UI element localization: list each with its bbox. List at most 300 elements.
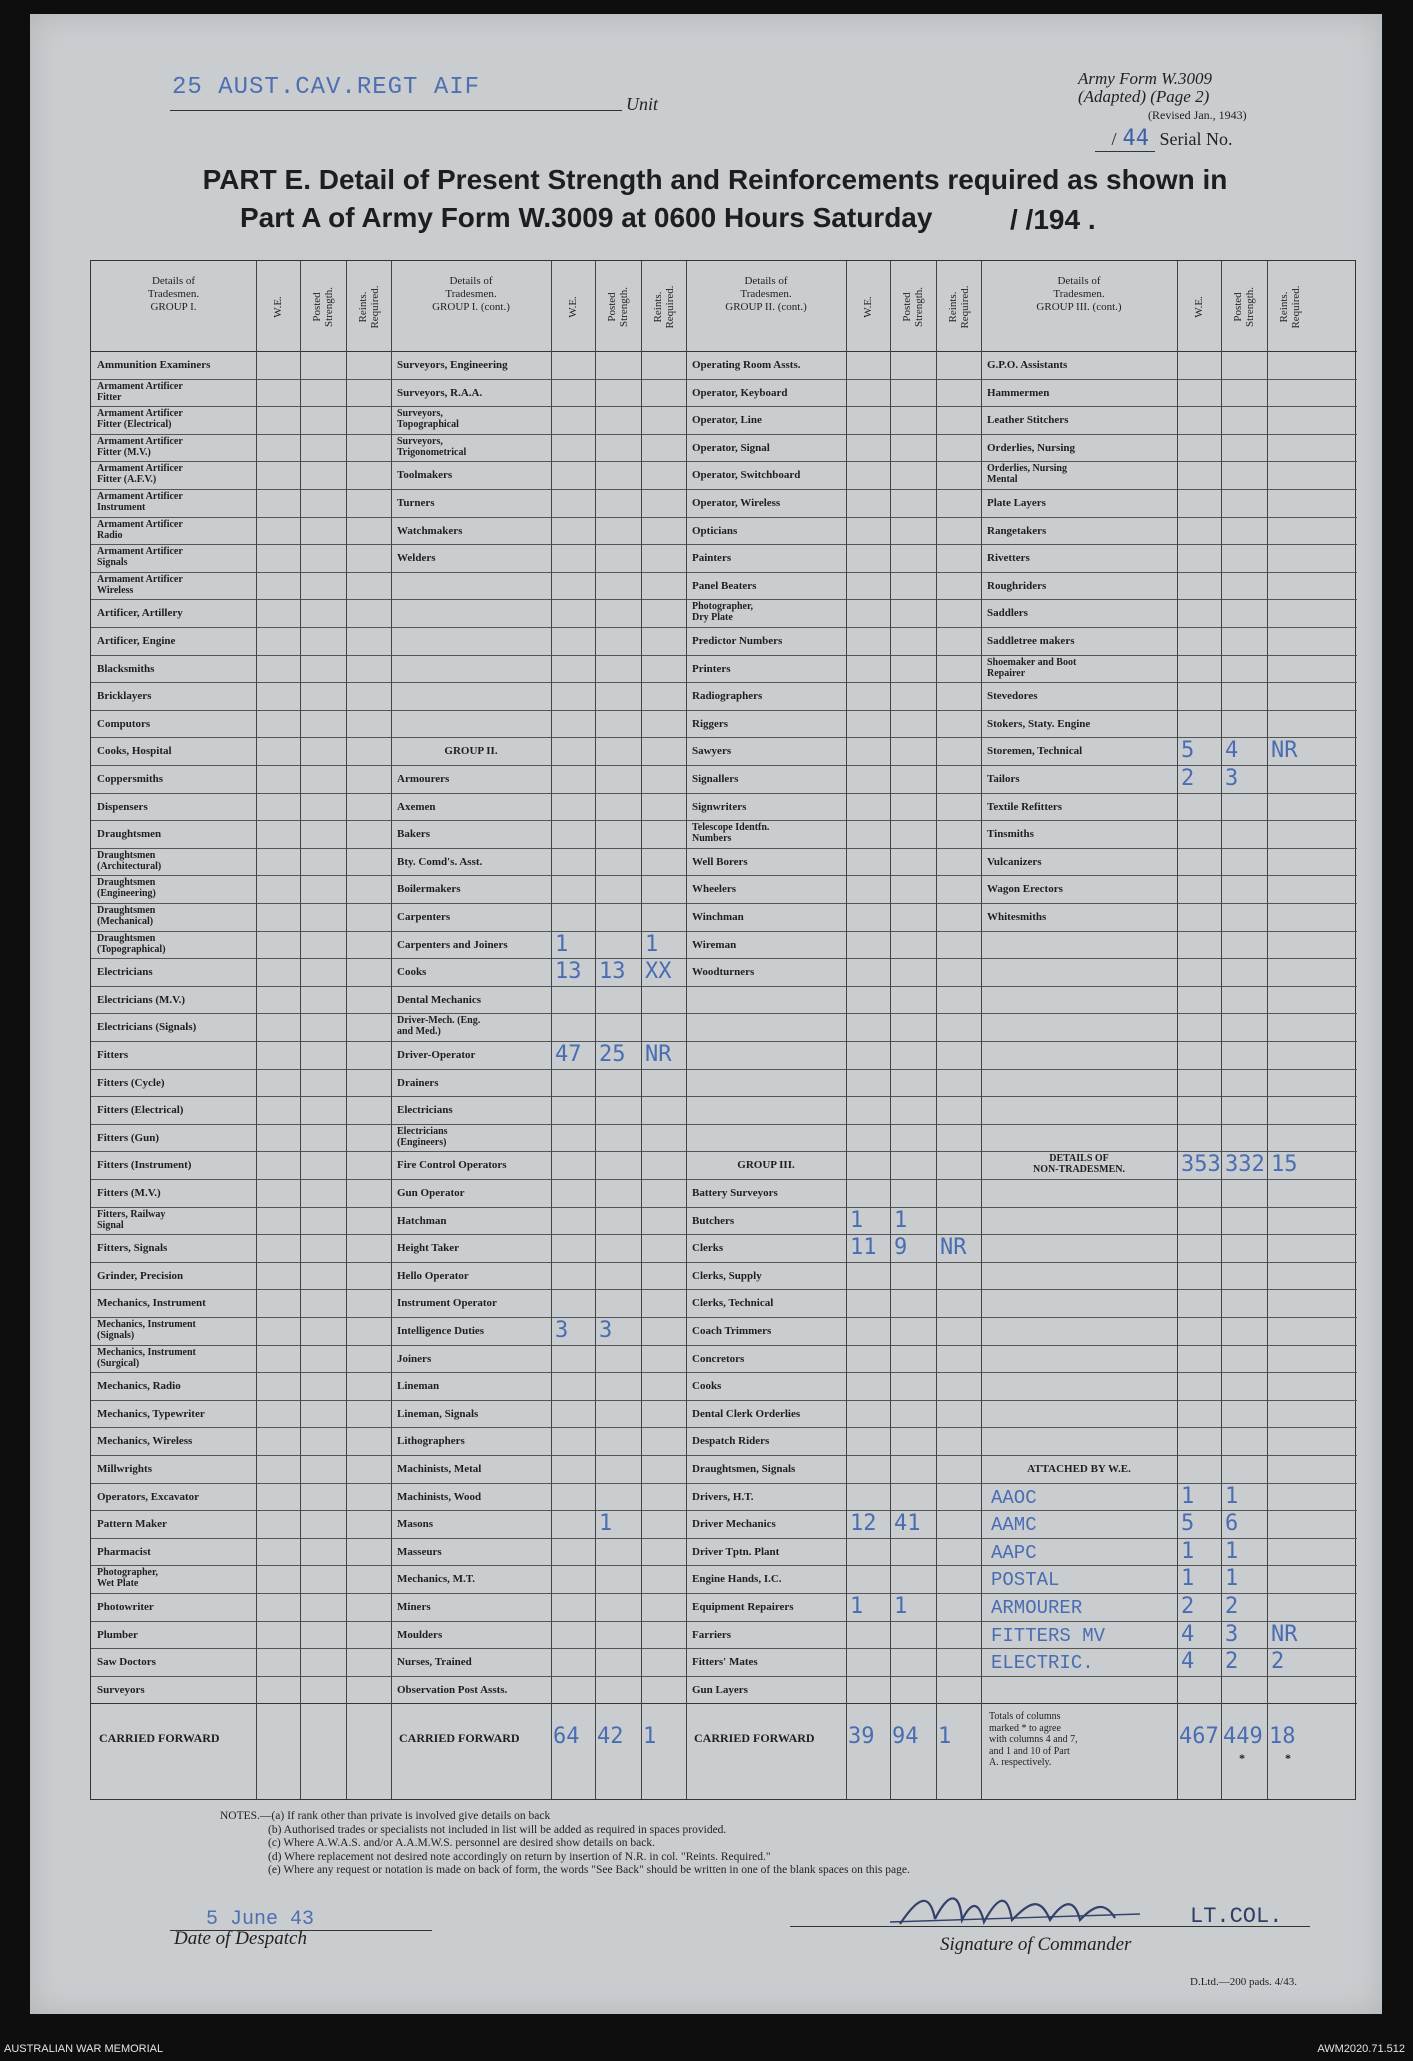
row-label: Photowriter: [97, 1601, 154, 1613]
form-identifier: [1078, 70, 1247, 124]
row-label: Textile Refitters: [987, 800, 1063, 813]
entry-we: 4: [1181, 1649, 1195, 1675]
row-label: Photographer, Wet Plate: [97, 1567, 159, 1590]
carried-we: 64: [553, 1724, 580, 1750]
row-label: Wheelers: [692, 883, 736, 896]
row-label: Observation Post Assts.: [397, 1683, 508, 1696]
row-label: Nurses, Trained: [397, 1656, 472, 1669]
column-header-posted: [595, 273, 641, 341]
column-rule: [1221, 261, 1222, 1799]
commander-rank: LT.COL.: [1190, 1904, 1283, 1929]
row-label: Armament Artificer Fitter (A.F.V.): [97, 463, 183, 486]
row-label: Wireman: [692, 938, 737, 951]
row-label: Surveyors, Trigonometrical: [397, 435, 467, 458]
row-label: Blacksmiths: [97, 662, 155, 675]
entry-posted: 3: [599, 1318, 613, 1343]
row-label: Clerks: [692, 1242, 724, 1255]
column-header-text: Posted Strength.: [901, 286, 925, 328]
row-rule: [91, 489, 1357, 490]
row-label: Stokers, Staty. Engine: [987, 717, 1091, 730]
column-rule: [981, 261, 982, 1799]
column-header-text: W.E.: [567, 296, 579, 318]
row-label: Moulders: [397, 1628, 443, 1641]
attached-unit: ELECTRIC.: [991, 1652, 1094, 1675]
entry-posted: 25: [599, 1042, 626, 1067]
form-revised: (Revised Jan., 1943): [1148, 108, 1247, 122]
unit-value: 25 AUST.CAV.REGT AIF: [172, 74, 481, 101]
row-rule: [91, 1372, 1357, 1373]
row-label: Lithographers: [397, 1435, 465, 1448]
row-label: Plumber: [97, 1628, 138, 1641]
entry-reints: 15: [1271, 1152, 1298, 1178]
row-label: Plate Layers: [987, 497, 1046, 509]
entry-we: 3: [555, 1318, 569, 1343]
row-rule: [91, 1455, 1357, 1456]
row-label: GROUP II.: [444, 745, 498, 758]
row-label: Photographer, Dry Plate: [692, 601, 754, 624]
column-header-col4: Details of Tradesmen. GROUP III. (cont.): [1036, 275, 1122, 313]
row-label: Watchmakers: [397, 524, 463, 537]
entry-we: 2: [1181, 1594, 1195, 1619]
row-label: Drivers, H.T.: [692, 1490, 754, 1503]
row-label: Riggers: [692, 717, 729, 730]
entry-we: 13: [555, 959, 582, 985]
row-label: Despatch Riders: [692, 1435, 770, 1448]
row-label: Armament Artificer Signals: [97, 546, 183, 569]
column-header-text: Reints. Required.: [651, 285, 676, 329]
row-rule: [91, 1565, 1357, 1566]
row-label: Fitters (Gun): [97, 1131, 160, 1144]
column-rule: [1177, 261, 1178, 1799]
row-label: Operator, Line: [692, 414, 762, 427]
entry-posted: 3: [1225, 1621, 1239, 1647]
entry-reints: NR: [1271, 1621, 1298, 1647]
serial-number: / 44 Serial No.: [1095, 126, 1232, 152]
row-label: Fitters, Signals: [97, 1242, 168, 1255]
column-header-text: Reints. Required.: [356, 285, 381, 329]
row-label: Mechanics, Typewriter: [97, 1407, 205, 1420]
carried-reints: 1: [643, 1724, 657, 1750]
row-label: Operators, Excavator: [97, 1490, 200, 1503]
attached-unit: AAPC: [991, 1541, 1037, 1564]
row-label: Gun Operator: [397, 1187, 465, 1199]
row-label: Lineman: [397, 1380, 440, 1393]
row-label: Fitters: [97, 1049, 129, 1061]
row-label: Well Borers: [692, 855, 748, 868]
column-rule: [936, 261, 937, 1799]
row-label: Cooks, Hospital: [97, 745, 172, 758]
carried-forward-label: Totals of columns marked * to agree with columns 4 and 7, and 1 and 10 of Part A. respectively.: [989, 1711, 1078, 1769]
row-label: Operator, Signal: [692, 441, 770, 454]
row-label: Draughtsmen (Architectural): [97, 849, 162, 872]
row-label: Miners: [397, 1601, 431, 1613]
row-label: Ammunition Examiners: [97, 359, 211, 371]
row-label: G.P.O. Assistants: [987, 359, 1068, 371]
row-label: Whitesmiths: [987, 911, 1047, 923]
row-label: Electricians (Signals): [97, 1021, 197, 1034]
row-label: Engine Hands, I.C.: [692, 1573, 782, 1586]
entry-reints: 1: [645, 931, 659, 957]
row-label: Armourers: [397, 773, 450, 785]
column-rule: [551, 261, 552, 1799]
row-label: Orderlies, Nursing: [987, 441, 1075, 454]
row-label: Electricians: [397, 1104, 453, 1117]
total-marker: *: [1285, 1751, 1291, 1766]
row-label: Carpenters and Joiners: [397, 938, 508, 951]
row-label: Masons: [397, 1518, 434, 1531]
row-label: Signallers: [692, 773, 739, 785]
column-rule: [300, 261, 301, 1799]
column-header-text: W.E.: [1193, 296, 1205, 318]
row-label: Height Taker: [397, 1242, 460, 1255]
signature-label: Signature of Commander: [940, 1934, 1132, 1955]
row-label: Intelligence Duties: [397, 1325, 485, 1337]
row-label: Mechanics, Radio: [97, 1380, 181, 1393]
column-rule: [256, 261, 257, 1799]
column-header-posted: [1221, 273, 1267, 341]
row-label: Boilermakers: [397, 883, 461, 896]
row-label: Hatchman: [397, 1214, 447, 1227]
entry-posted: 3: [1225, 766, 1239, 791]
entry-posted: 9: [894, 1235, 908, 1261]
note-line: (d) Where replacement not desired note accordingly on return by insertion of N.R. in col. "Reints. Required.": [268, 1850, 771, 1863]
row-label: Painters: [692, 552, 732, 565]
entry-posted: 2: [1225, 1594, 1239, 1619]
row-label: Draughtsmen, Signals: [692, 1463, 796, 1475]
row-label: Welders: [397, 552, 436, 565]
row-label: Operator, Switchboard: [692, 469, 801, 482]
row-label: Winchman: [692, 911, 744, 923]
row-label: Tailors: [987, 773, 1020, 785]
row-label: Wagon Erectors: [987, 883, 1063, 896]
row-label: Cooks: [692, 1380, 722, 1393]
row-label: Armament Artificer Radio: [97, 518, 183, 541]
row-label: Electricians (M.V.): [97, 993, 186, 1006]
row-label: Fitters (Instrument): [97, 1159, 192, 1172]
row-label: Masseurs: [397, 1545, 442, 1558]
row-label: Mechanics, Wireless: [97, 1435, 193, 1448]
note-line: (c) Where A.W.A.S. and/or A.A.M.W.S. personnel are desired show details on back.: [268, 1837, 655, 1849]
total-marker: *: [1239, 1751, 1245, 1766]
entry-we: 12: [850, 1511, 877, 1537]
column-header-text: Reints. Required.: [946, 285, 971, 329]
row-rule: [91, 379, 1357, 380]
column-header-reints: [346, 273, 391, 341]
row-label: Fitters, Railway Signal: [97, 1208, 166, 1231]
column-header-col1: Details of Tradesmen. GROUP I.: [147, 275, 200, 313]
row-rule: [91, 1096, 1357, 1097]
row-label: Tinsmiths: [987, 828, 1034, 841]
note-line: NOTES.—(a) If rank other than private is involved give details on back: [220, 1810, 551, 1822]
row-label: Bty. Comd's. Asst.: [397, 855, 483, 868]
row-rule: [91, 572, 1357, 573]
row-label: Draughtsmen (Engineering): [97, 877, 156, 900]
row-label: Surveyors, Topographical: [397, 408, 459, 431]
entry-posted: 1: [1225, 1538, 1239, 1564]
column-rule: [846, 261, 847, 1799]
row-label: Mechanics, Instrument (Surgical): [97, 1346, 196, 1369]
row-label: Grinder, Precision: [97, 1269, 184, 1282]
entry-posted: 13: [599, 959, 626, 985]
row-label: Bricklayers: [97, 690, 152, 703]
carried-posted: 42: [597, 1724, 624, 1750]
row-rule: [91, 1400, 1357, 1401]
date-slot: / /194 .: [1010, 204, 1096, 235]
row-rule: [91, 710, 1357, 711]
row-label: Saddlers: [987, 607, 1028, 620]
row-label: Farriers: [692, 1628, 732, 1641]
carried-we: 467: [1179, 1724, 1219, 1750]
row-label: Turners: [397, 497, 435, 509]
row-label: Vulcanizers: [987, 855, 1042, 868]
row-label: Cooks: [397, 966, 427, 979]
entry-we: 11: [850, 1235, 877, 1261]
row-label: Surveyors, R.A.A.: [397, 386, 483, 399]
entry-posted: 1: [894, 1594, 908, 1619]
row-label: Roughriders: [987, 579, 1047, 592]
entry-reints: NR: [1271, 738, 1298, 764]
row-label: Clerks, Technical: [692, 1297, 774, 1310]
strength-table: [90, 260, 1356, 1800]
row-label: Fitters (Cycle): [97, 1076, 165, 1089]
row-label: Coach Trimmers: [692, 1325, 772, 1337]
row-rule: [91, 1234, 1357, 1235]
entry-posted: 1: [894, 1207, 908, 1233]
row-label: Instrument Operator: [397, 1297, 497, 1310]
row-label: Leather Stitchers: [987, 414, 1069, 427]
row-label: Millwrights: [97, 1463, 152, 1475]
row-rule: [91, 793, 1357, 794]
entry-posted: 41: [894, 1511, 921, 1537]
row-label: Electricians: [97, 966, 153, 979]
attached-unit: ARMOURER: [991, 1597, 1083, 1619]
row-label: Orderlies, Nursing Mental: [987, 463, 1067, 486]
column-header-col2: Details of Tradesmen. GROUP I. (cont.): [432, 275, 510, 313]
row-label: Gun Layers: [692, 1683, 748, 1696]
row-rule: [91, 1676, 1357, 1677]
row-label: Concretors: [692, 1352, 745, 1365]
row-label: Equipment Repairers: [692, 1601, 794, 1613]
archive-reference: AWM2020.71.512: [1317, 2043, 1405, 2055]
row-rule: [91, 1538, 1357, 1539]
form-adapted: (Adapted) (Page 2): [1078, 87, 1210, 106]
entry-reints: NR: [645, 1042, 672, 1067]
serial-label: Serial No.: [1159, 129, 1233, 149]
carried-we: 39: [848, 1724, 875, 1750]
row-label: GROUP III.: [737, 1159, 795, 1172]
row-label: Mechanics, Instrument (Signals): [97, 1319, 196, 1341]
form-number: Army Form W.3009: [1078, 69, 1212, 88]
row-rule: [91, 1069, 1357, 1070]
despatch-date-value: 5 June 43: [206, 1908, 315, 1931]
row-label: Dental Clerk Orderlies: [692, 1407, 801, 1420]
carried-forward-label: CARRIED FORWARD: [399, 1731, 520, 1746]
serial-value: 44: [1122, 126, 1149, 151]
row-rule: [91, 1427, 1357, 1428]
note-line: (b) Authorised trades or specialists not included in list will be added as required in spaces provided.: [268, 1823, 727, 1836]
entry-posted: 6: [1225, 1511, 1239, 1537]
row-label: Driver Mechanics: [692, 1518, 776, 1531]
entry-posted: 1: [599, 1511, 613, 1537]
row-label: Battery Surveyors: [692, 1187, 778, 1199]
row-label: Armament Artificer Fitter: [97, 380, 183, 403]
row-label: Electricians (Engineers): [397, 1125, 448, 1148]
entry-we: 1: [1181, 1566, 1195, 1592]
page-subtitle: Part A of Army Form W.3009 at 0600 Hours Saturday: [240, 202, 933, 233]
row-rule: [91, 1207, 1357, 1208]
row-label: Operator, Keyboard: [692, 386, 788, 399]
row-label: Driver Tptn. Plant: [692, 1545, 780, 1558]
row-label: Driver-Mech. (Eng. and Med.): [397, 1015, 481, 1038]
entry-we: 1: [1181, 1483, 1195, 1509]
unit-rule: [170, 110, 622, 111]
row-rule: [91, 434, 1357, 435]
row-rule: [91, 517, 1357, 518]
row-rule: [91, 820, 1357, 821]
column-header-posted: [890, 273, 936, 341]
column-header-reints: [936, 273, 981, 341]
row-label: Panel Beaters: [692, 579, 757, 592]
entry-we: 1: [1181, 1538, 1195, 1564]
row-label: Draughtsmen (Mechanical): [97, 905, 156, 927]
row-label: Surveyors: [97, 1683, 145, 1696]
row-rule: [91, 765, 1357, 766]
entry-reints: 2: [1271, 1649, 1285, 1675]
row-label: Toolmakers: [397, 469, 453, 482]
entry-we: 47: [555, 1042, 582, 1067]
row-label: Artificer, Artillery: [97, 607, 183, 620]
entry-we: 4: [1181, 1621, 1195, 1647]
row-rule: [91, 848, 1357, 849]
row-label: Lineman, Signals: [397, 1407, 479, 1420]
row-label: Mechanics, M.T.: [397, 1573, 476, 1586]
row-label: Armament Artificer Fitter (M.V.): [97, 435, 183, 458]
row-rule: [91, 986, 1357, 987]
row-rule: [91, 737, 1357, 738]
row-label: Machinists, Wood: [397, 1490, 482, 1503]
carried-reints: 18: [1269, 1724, 1296, 1750]
entry-we: 1: [555, 931, 569, 957]
attached-unit: AAMC: [991, 1514, 1037, 1537]
column-header-col3: Details of Tradesmen. GROUP II. (cont.): [725, 275, 807, 313]
row-rule: [91, 1345, 1357, 1346]
row-rule: [91, 1648, 1357, 1649]
row-label: Radiographers: [692, 690, 763, 703]
row-label: Fitters' Mates: [692, 1656, 758, 1669]
column-header-we: [1177, 273, 1221, 341]
row-rule: [91, 958, 1357, 959]
row-rule: [91, 1179, 1357, 1180]
row-label: Drainers: [397, 1076, 439, 1089]
row-rule: [91, 875, 1357, 876]
row-label: Predictor Numbers: [692, 635, 783, 647]
row-label: Telescope Identfn. Numbers: [692, 822, 770, 845]
row-label: Shoemaker and Boot Repairer: [987, 656, 1077, 679]
row-rule: [91, 1483, 1357, 1484]
entry-we: 353: [1181, 1152, 1221, 1178]
carried-posted: 94: [892, 1724, 919, 1750]
row-label: Stevedores: [987, 690, 1038, 703]
row-label: Opticians: [692, 524, 738, 537]
column-header-reints: [1267, 273, 1312, 341]
row-label: Sawyers: [692, 745, 732, 758]
column-header-text: W.E.: [272, 296, 284, 318]
column-header-text: Reints. Required.: [1277, 285, 1302, 329]
row-label: Rivetters: [987, 552, 1030, 565]
row-label: Surveyors, Engineering: [397, 359, 508, 371]
attached-unit: FITTERS MV: [991, 1624, 1106, 1647]
row-label: Artificer, Engine: [97, 635, 176, 647]
entry-we: 5: [1181, 738, 1195, 764]
row-label: Armament Artificer Instrument: [97, 491, 183, 513]
row-rule: [91, 1151, 1357, 1152]
row-label: Clerks, Supply: [692, 1269, 762, 1282]
row-label: ATTACHED BY W.E.: [1027, 1463, 1131, 1475]
row-label: Carpenters: [397, 911, 451, 923]
column-rule: [595, 261, 596, 1799]
row-label: Fitters (M.V.): [97, 1187, 161, 1199]
entry-we: 1: [850, 1594, 864, 1619]
row-label: Computors: [97, 717, 151, 730]
form-page: [30, 14, 1382, 2014]
carried-forward-label: CARRIED FORWARD: [694, 1731, 815, 1746]
page-title: PART E. Detail of Present Strength and Reinforcements required as shown in: [202, 164, 1228, 195]
notes: [220, 1810, 910, 1878]
row-label: Butchers: [692, 1214, 735, 1227]
row-label: Hello Operator: [397, 1269, 469, 1282]
entry-we: 2: [1181, 766, 1195, 791]
entry-posted: 4: [1225, 738, 1239, 764]
column-rule: [890, 261, 891, 1799]
entry-reints: XX: [645, 959, 672, 985]
row-rule: [91, 1510, 1357, 1511]
column-rule: [641, 261, 642, 1799]
carried-forward-label: CARRIED FORWARD: [99, 1731, 220, 1746]
row-rule: [91, 1013, 1357, 1014]
column-header-posted: [300, 273, 346, 341]
carry-rule: [91, 1703, 1357, 1704]
row-label: DETAILS OF NON-TRADESMEN.: [1033, 1153, 1125, 1176]
row-label: Driver-Operator: [397, 1049, 476, 1061]
row-rule: [91, 655, 1357, 656]
row-label: Fitters (Electrical): [97, 1104, 184, 1117]
row-rule: [91, 627, 1357, 628]
row-label: Fire Control Operators: [397, 1159, 507, 1172]
row-label: Machinists, Metal: [397, 1463, 482, 1475]
entry-we: 5: [1181, 1511, 1195, 1537]
column-rule: [686, 261, 687, 1799]
row-label: Draughtsmen (Topographical): [97, 932, 166, 955]
entry-posted: 1: [1225, 1483, 1239, 1509]
column-rule: [346, 261, 347, 1799]
row-label: Storemen, Technical: [987, 745, 1083, 758]
archive-credit: AUSTRALIAN WAR MEMORIAL: [4, 2043, 164, 2055]
column-header-we: [846, 273, 890, 341]
row-label: Joiners: [397, 1352, 432, 1365]
row-label: Bakers: [397, 828, 430, 841]
column-header-reints: [641, 273, 686, 341]
column-header-we: [551, 273, 595, 341]
row-label: Hammermen: [987, 386, 1050, 399]
column-header-text: Posted Strength.: [606, 286, 630, 328]
row-rule: [91, 1041, 1357, 1042]
row-label: Rangetakers: [987, 524, 1047, 537]
row-rule: [91, 544, 1357, 545]
row-rule: [91, 682, 1357, 683]
row-label: Saw Doctors: [97, 1656, 156, 1669]
column-rule: [1267, 261, 1268, 1799]
column-header-text: W.E.: [862, 296, 874, 318]
